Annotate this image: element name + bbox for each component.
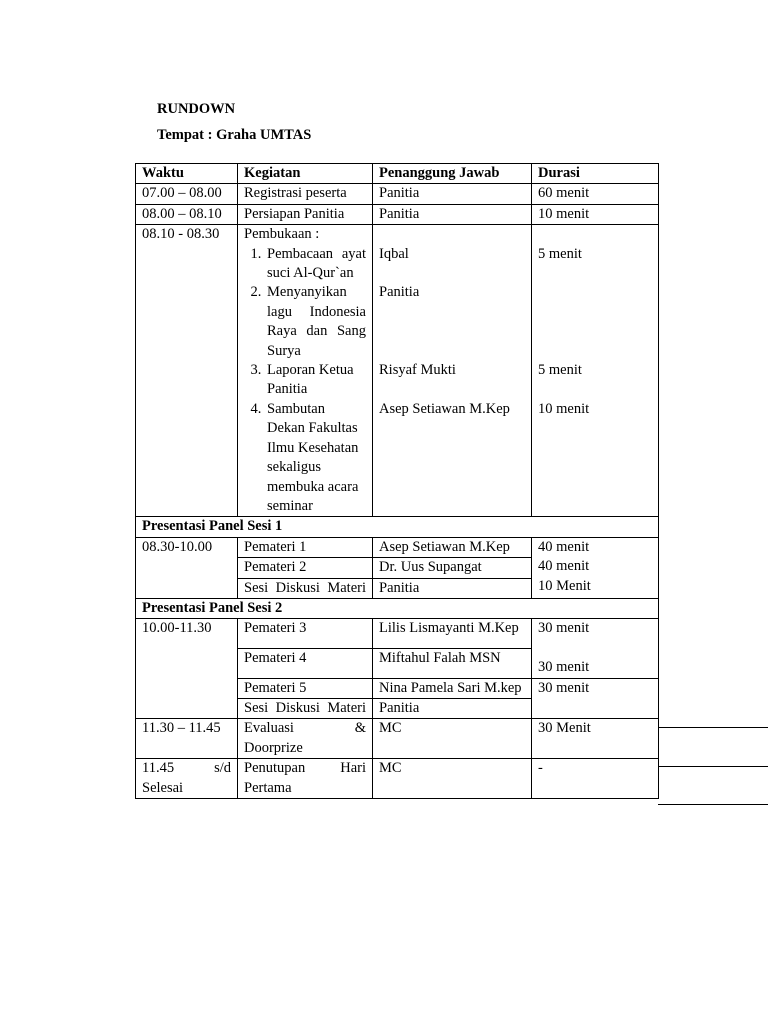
section-title: Presentasi Panel Sesi 2	[136, 598, 659, 618]
table-row	[136, 719, 659, 759]
table-overflow-cell	[658, 766, 768, 805]
header-kegiatan: Kegiatan	[238, 164, 373, 184]
cell-durasi: 60 menit	[532, 184, 659, 204]
waktu-text: 11.45 s/d Selesai	[142, 760, 231, 796]
cell-pj: Panitia	[373, 184, 532, 204]
cell-durasi	[532, 619, 659, 678]
cell-durasi: 30 menit	[532, 678, 659, 719]
cell-kegiatan	[238, 719, 373, 759]
cell-pj: Lilis Lismayanti M.Kep	[373, 619, 532, 649]
durasi-item: 10 menit	[538, 400, 590, 417]
cell-waktu	[136, 759, 238, 799]
page-title: RUNDOWN	[157, 101, 236, 117]
cell-kegiatan	[238, 225, 373, 517]
cell-waktu: 08.00 – 08.10	[136, 204, 238, 224]
pj-item: Asep Setiawan M.Kep	[379, 400, 510, 417]
cell-pj: Asep Setiawan M.Kep	[373, 537, 532, 557]
cell-waktu: 07.00 – 08.00	[136, 184, 238, 204]
cell-durasi: 30 Menit	[532, 719, 659, 759]
cell-kegiatan	[238, 759, 373, 799]
cell-kegiatan: Persiapan Panitia	[238, 204, 373, 224]
cell-waktu: 10.00-11.30	[136, 619, 238, 719]
durasi-item: 40 menit	[538, 558, 590, 575]
cell-kegiatan	[238, 578, 373, 598]
cell-pj: MC	[373, 719, 532, 759]
list-item: 4. Sambutan Dekan Fakultas Ilmu Kesehatan sekaligus membuka acara seminar	[265, 400, 366, 516]
cell-pj: Panitia	[373, 578, 532, 598]
durasi-item: 40 menit	[538, 538, 590, 555]
cell-durasi: 10 menit	[532, 204, 659, 224]
cell-kegiatan: Pemateri 3	[238, 619, 373, 649]
table-row-pembukaan	[136, 225, 659, 517]
list-item: 1. Pembacaan ayat suci Al-Qur`an	[265, 245, 366, 284]
header-waktu: Waktu	[136, 164, 238, 184]
cell-pj: Nina Pamela Sari M.kep	[373, 678, 532, 698]
section-row	[136, 517, 659, 537]
cell-kegiatan	[238, 698, 373, 718]
durasi-item: 30 menit	[538, 659, 590, 676]
section-title: Presentasi Panel Sesi 1	[136, 517, 659, 537]
venue-line: Tempat : Graha UMTAS	[157, 127, 312, 143]
list-item: 2. Menyanyikan lagu Indonesia Raya dan Sang Surya	[265, 283, 366, 361]
cell-kegiatan: Pemateri 1	[238, 537, 373, 557]
pembukaan-title: Pembukaan :	[244, 226, 320, 243]
cell-pj: Panitia	[373, 698, 532, 718]
table-row	[136, 537, 659, 557]
pj-item: Iqbal	[379, 245, 409, 262]
cell-kegiatan: Pemateri 5	[238, 678, 373, 698]
rundown-table	[135, 163, 659, 799]
section-row	[136, 598, 659, 618]
cell-kegiatan: Pemateri 2	[238, 558, 373, 578]
table-row	[136, 184, 659, 204]
durasi-item: 5 menit	[538, 245, 582, 262]
kegiatan-text: Penutupan Hari Pertama	[244, 760, 366, 796]
kegiatan-text: Sesi Diskusi Materi	[244, 699, 366, 716]
pj-item: Panitia	[379, 284, 420, 301]
list-item: 3. Laporan Ketua Panitia	[265, 361, 366, 400]
table-header-row	[136, 164, 659, 184]
cell-waktu: 11.30 – 11.45	[136, 719, 238, 759]
cell-pj: Miftahul Falah MSN	[373, 648, 532, 678]
table-overflow-cell	[658, 727, 768, 767]
cell-kegiatan: Pemateri 4	[238, 648, 373, 678]
cell-pj: MC	[373, 759, 532, 799]
cell-durasi	[532, 537, 659, 598]
cell-durasi: -	[532, 759, 659, 799]
pj-item: Risyaf Mukti	[379, 361, 456, 378]
header-durasi: Durasi	[532, 164, 659, 184]
durasi-item: 10 Menit	[538, 577, 591, 594]
cell-pj: Dr. Uus Supangat	[373, 558, 532, 578]
kegiatan-text: Evaluasi & Doorprize	[244, 720, 366, 756]
cell-durasi	[532, 225, 659, 517]
kegiatan-text: Sesi Diskusi Materi	[244, 579, 366, 596]
cell-kegiatan: Registrasi peserta	[238, 184, 373, 204]
cell-waktu: 08.10 - 08.30	[136, 225, 238, 517]
cell-pj: Panitia	[373, 204, 532, 224]
table-row	[136, 619, 659, 649]
table-row	[136, 204, 659, 224]
durasi-item: 5 menit	[538, 361, 582, 378]
cell-pj	[373, 225, 532, 517]
durasi-item: 30 menit	[538, 620, 590, 637]
cell-waktu: 08.30-10.00	[136, 537, 238, 598]
pembukaan-list	[244, 245, 366, 517]
table-row	[136, 759, 659, 799]
header-penanggung-jawab: Penanggung Jawab	[373, 164, 532, 184]
